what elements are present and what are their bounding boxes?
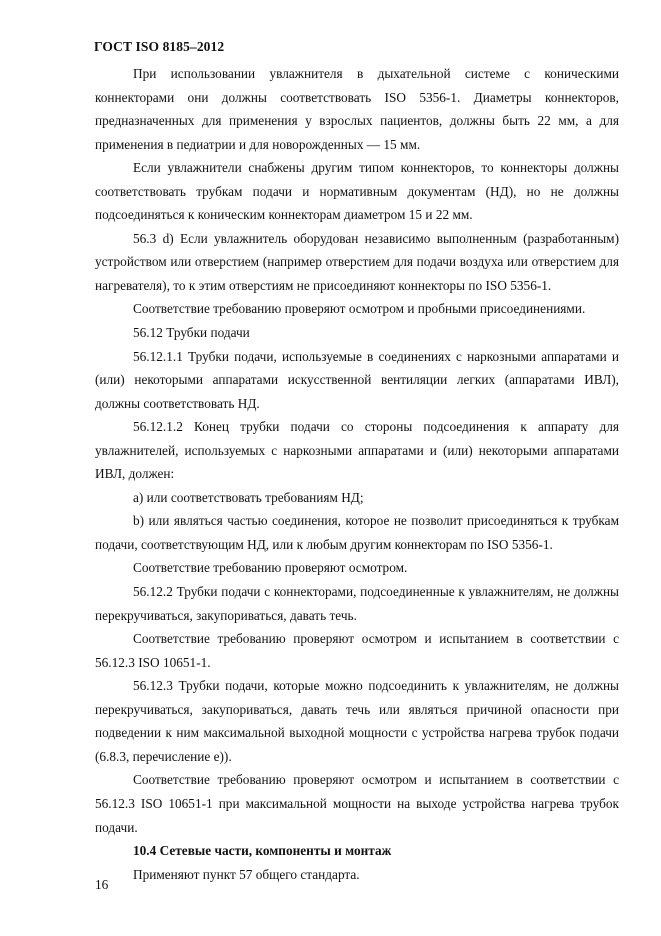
paragraph-56-3-d: 56.3 d) Если увлажнитель оборудован независимо выполненным (разработанным) устройством или отверстием (например отверстием для подачи воздуха или отверстием для нагревателя), то к этим отверстиям не присоединяют коннекторы по ISO 5356-1. [95,230,619,293]
list-item-a: a) или соответствовать требованиям НД; [133,489,364,505]
paragraph-56-12-3: 56.12.3 Трубки подачи, которые можно подсоединить к увлажнителям, не должны перекручиваться, закупориваться, давать течь или являться причиной опасности при подведении к ним максимальной выходной мощности с устройства нагрева трубок подачи (6.8.3, перечисление е)). [95,678,619,764]
paragraph-56-12-2: 56.12.2 Трубки подачи с коннекторами, подсоединенные к увлажнителям, не должны перекручиваться, закупориваться, давать течь. [95,584,619,623]
paragraph-conical-connectors: При использовании увлажнителя в дыхательной системе с коническими коннекторами они должны соответствовать ISO 5356-1. Диаметры коннекторов, предназначенных для применения у взрослых пациентов, должны быть 22 мм, а для применения в педиатрии и для новорожденных — 15 мм. [95,66,619,152]
paragraph-compliance-check-3: Соответствие требованию проверяют осмотром и испытанием в соответствии с 56.12.3 ISO 10651-1. [95,631,619,670]
paragraph-compliance-check-4: Соответствие требованию проверяют осмотром и испытанием в соответствии с 56.12.3 ISO 10651-1 при максимальной мощности на выходе устройства нагрева трубок подачи. [95,772,619,835]
page-number: 16 [95,877,109,892]
paragraph-10-4: Применяют пункт 57 общего стандарта. [133,866,360,882]
paragraph-56-12-1-1: 56.12.1.1 Трубки подачи, используемые в соединениях с наркозными аппаратами и (или) некоторыми аппаратами искусственной вентиляции легких (аппаратами ИВЛ), должны соответствовать НД. [95,348,619,411]
paragraph-compliance-check-2: Соответствие требованию проверяют осмотром. [133,560,408,576]
paragraph-other-connectors: Если увлажнители снабжены другим типом коннекторов, то коннекторы должны соответствовать трубкам подачи и нормативным документам (НД), но не должны подсоединяться к коническим коннекторам диаметром 15 и 22 мм. [95,160,619,223]
paragraph-56-12-1-2: 56.12.1.2 Конец трубки подачи со стороны подсоединения к аппарату для увлажнителей, используемых с наркозными аппаратами и (или) некоторыми аппаратами ИВЛ, должен: [95,419,619,482]
document-header: ГОСТ ISO 8185–2012 [94,39,225,54]
paragraph-compliance-check-1: Соответствие требованию проверяют осмотром и пробными присоединениями. [133,301,586,317]
document-body [95,62,619,886]
section-heading-56-12: 56.12 Трубки подачи [133,325,250,341]
section-heading-10-4: 10.4 Сетевые части, компоненты и монтаж [133,843,392,859]
list-item-b: b) или являться частью соединения, которое не позволит присоединяться к трубкам подачи, соответствующим НД, или к любым другим коннекторам по ISO 5356-1. [95,513,619,552]
